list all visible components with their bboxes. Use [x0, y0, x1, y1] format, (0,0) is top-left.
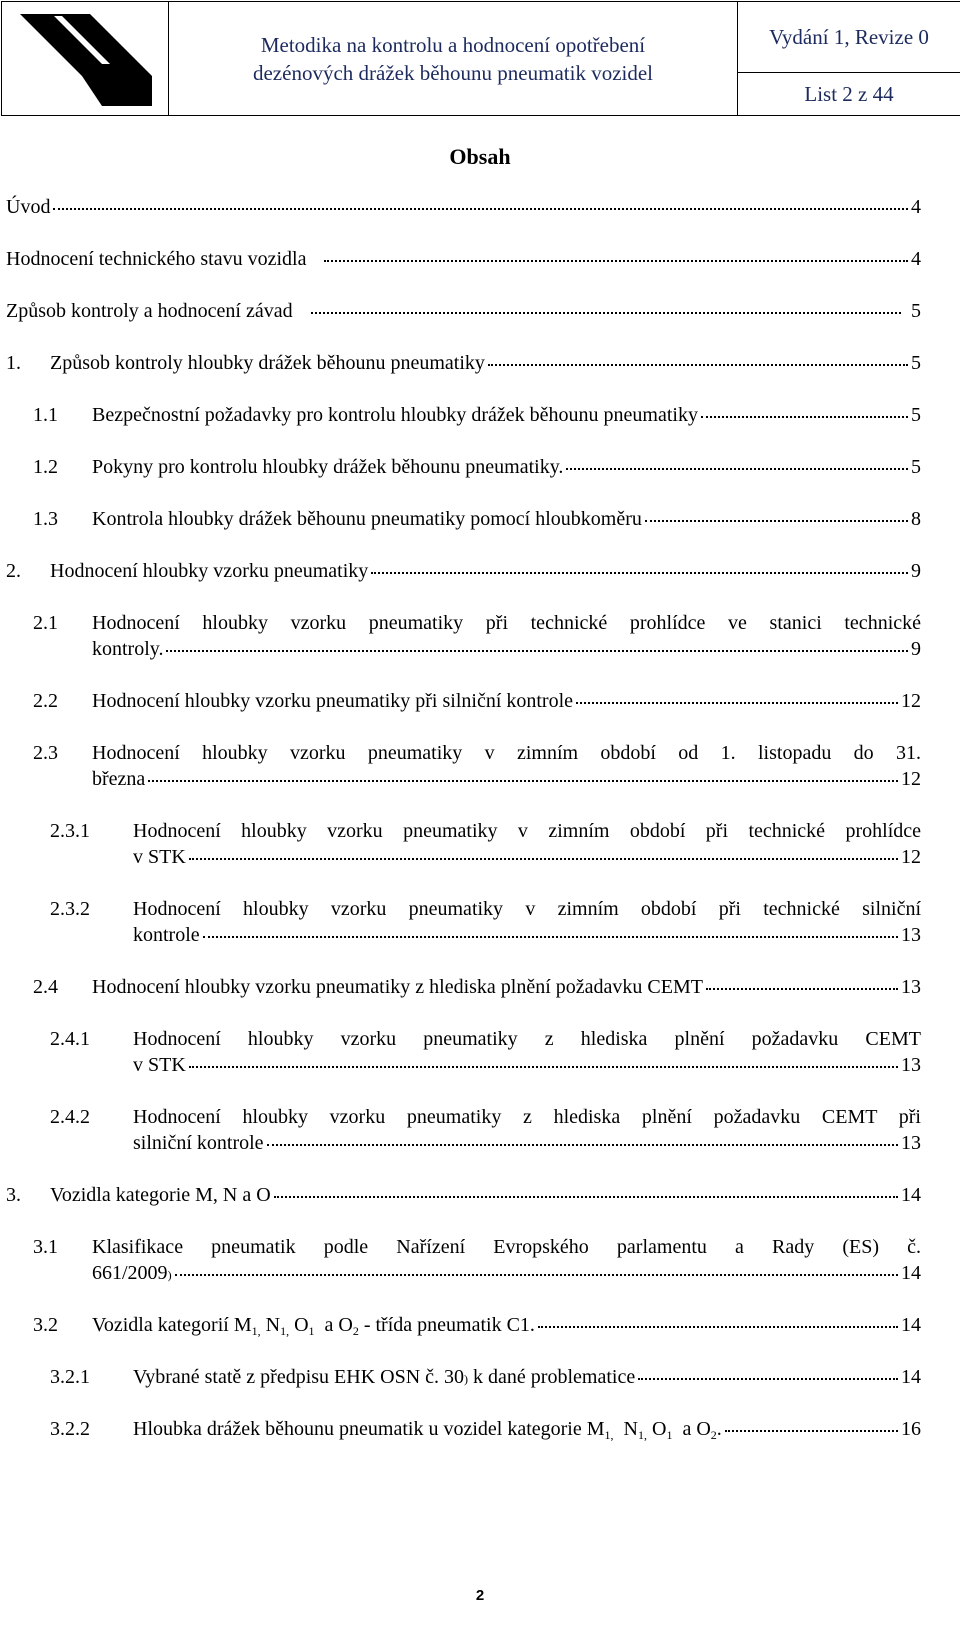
- toc-entry[interactable]: [6, 558, 921, 584]
- toc-entry-page: 12: [901, 846, 921, 868]
- toc-entry-text-line1: Klasifikace pneumatik podle Nařízení Evropského parlamentu a Rady (ES) č.: [92, 1236, 921, 1258]
- subscript: 1,: [280, 1324, 290, 1338]
- leader-dots: [175, 1260, 898, 1276]
- toc-entry-page: 14: [901, 1314, 921, 1336]
- text-part: O: [646, 1418, 667, 1440]
- toc-entry-page: 9: [911, 638, 921, 660]
- toc-entry-page: 12: [901, 690, 921, 712]
- toc-entry[interactable]: [33, 740, 921, 792]
- toc-entry-page: 5: [911, 404, 921, 426]
- toc-entry[interactable]: [6, 246, 921, 272]
- text-part: N: [613, 1418, 638, 1440]
- toc-entry[interactable]: [33, 1312, 921, 1338]
- subscript: 1,: [604, 1428, 614, 1442]
- toc-entry-number: 1.3: [33, 508, 58, 530]
- toc-entry-page: 5: [911, 300, 921, 322]
- leader-dots: [638, 1364, 898, 1380]
- toc-entry[interactable]: [6, 1182, 921, 1208]
- toc-entry[interactable]: [50, 1416, 921, 1442]
- leader-dots: [148, 766, 898, 782]
- leader-dots: [189, 1052, 898, 1068]
- text-part: Hloubka drážek běhounu pneumatik u vozidel kategorie M: [133, 1418, 605, 1440]
- ministry-logo: [2, 4, 166, 114]
- toc-entry-text: kontrole: [133, 924, 200, 946]
- header-title: [169, 2, 738, 116]
- leader-dots: [274, 1182, 898, 1198]
- toc-entry[interactable]: [33, 974, 921, 1000]
- toc-entry[interactable]: [50, 818, 921, 870]
- toc-entry-text: Pokyny pro kontrolu hloubky drážek běhounu pneumatiky.: [92, 456, 564, 478]
- toc-entry-text: Hodnocení hloubky vzorku pneumatiky při silniční kontrole: [92, 690, 574, 712]
- text-part: - třída pneumatik C1.: [358, 1314, 535, 1336]
- toc-entry-page: 16: [901, 1418, 921, 1440]
- toc-entry-page: 8: [911, 508, 921, 530]
- subscript: 1: [308, 1324, 315, 1338]
- text-part: .: [716, 1418, 722, 1440]
- leader-dots: [645, 506, 908, 522]
- toc-entry-text: Vozidla kategorie M, N a O: [50, 1184, 271, 1206]
- leader-dots: [267, 1130, 898, 1146]
- toc-entry-number: 3.2.1: [50, 1366, 90, 1388]
- toc-entry-page: 13: [901, 1054, 921, 1076]
- toc-entry-text: Vybrané statě z předpisu EHK OSN č. 30: [133, 1366, 465, 1388]
- toc-entry-text: silniční kontrole: [133, 1132, 264, 1154]
- toc-entry-text: Způsob kontroly a hodnocení závad: [6, 300, 293, 322]
- toc-entry-number: 3.1: [33, 1236, 58, 1258]
- toc-entry[interactable]: [6, 298, 921, 324]
- text-part: a O: [672, 1418, 711, 1440]
- toc-entry[interactable]: [33, 506, 921, 532]
- toc-entry-number: 3.: [6, 1184, 21, 1206]
- subscript: 1,: [637, 1428, 647, 1442]
- toc-entry-page: 14: [901, 1262, 921, 1284]
- toc-entry-text-line1: Hodnocení hloubky vzorku pneumatiky z hlediska plnění požadavku CEMT: [133, 1028, 921, 1050]
- toc-entry-text-line1: Hodnocení hloubky vzorku pneumatiky v zimním období při technické prohlídce: [133, 820, 921, 842]
- toc-entry-text: [133, 1416, 722, 1442]
- toc-entry[interactable]: [33, 454, 921, 480]
- text-part: N: [260, 1314, 281, 1336]
- logo-cell: [2, 2, 169, 116]
- leader-dots: [53, 194, 908, 210]
- subscript: 2: [710, 1428, 717, 1442]
- toc-entry-page: 4: [911, 196, 921, 218]
- leader-dots: [701, 402, 908, 418]
- subscript: 1,: [251, 1324, 261, 1338]
- toc-entry-number: 3.2: [33, 1314, 58, 1336]
- toc-entry-page: 14: [901, 1366, 921, 1388]
- toc-entry-number: 2.4.1: [50, 1028, 90, 1050]
- toc-entry-page: 9: [911, 560, 921, 582]
- toc-title: Obsah: [449, 144, 511, 169]
- toc-entry-text: Způsob kontroly hloubky drážek běhounu pneumatiky: [50, 352, 485, 374]
- leader-dots: [371, 558, 908, 574]
- leader-dots: [166, 636, 908, 652]
- toc-entry-text: Kontrola hloubky drážek běhounu pneumatiky pomocí hloubkoměru: [92, 508, 642, 530]
- toc-entry-text: Úvod: [6, 196, 51, 218]
- header-title-line1: Metodika na kontrolu a hodnocení opotřebení: [260, 32, 646, 57]
- leader-dots: [189, 844, 898, 860]
- toc-entry-number: 1.1: [33, 404, 58, 426]
- toc-entry[interactable]: 3.2.1 Vybrané statě z předpisu EHK OSN č. 30 ) k dané problematice 14: [50, 1366, 921, 1388]
- leader-dots: [488, 350, 908, 366]
- toc-entry-text: Hodnocení hloubky vzorku pneumatiky: [50, 560, 369, 582]
- toc-entry-page: 13: [901, 924, 921, 946]
- toc-entry-text: března: [92, 768, 146, 790]
- toc-entry-page: 12: [901, 768, 921, 790]
- leader-dots: [706, 974, 898, 990]
- toc-entry[interactable]: [50, 1026, 921, 1078]
- toc-entry-text: [92, 1312, 535, 1338]
- text-part: O: [289, 1314, 309, 1336]
- toc-entry-number: 3.2.2: [50, 1418, 90, 1440]
- page-number: 2: [475, 1587, 485, 1604]
- toc-entry-text-line1: Hodnocení hloubky vzorku pneumatiky v zimním období při technické silniční: [133, 898, 921, 920]
- leader-dots: [538, 1312, 898, 1328]
- header-title-line2: dezénových drážek běhounu pneumatik vozidel: [252, 60, 653, 85]
- toc-entry-text-line1: Hodnocení hloubky vzorku pneumatiky při technické prohlídce ve stanici technické: [92, 612, 921, 634]
- document-header: [1, 1, 960, 116]
- toc-entry-number: 2.1: [33, 612, 58, 634]
- leader-dots: [203, 922, 898, 938]
- leader-dots: [725, 1416, 898, 1432]
- toc-entry-number: 1.: [6, 352, 21, 374]
- toc-entry-text: v STK: [133, 846, 186, 868]
- toc-entry-text: 661/2009: [92, 1262, 168, 1284]
- toc-entry-page: 13: [901, 1132, 921, 1154]
- text-part: a O: [314, 1314, 353, 1336]
- toc-entry-number: 2.3.2: [50, 898, 90, 920]
- leader-dots: [311, 298, 901, 314]
- toc-entry-page: 13: [901, 976, 921, 998]
- leader-dots: [576, 688, 898, 704]
- header-sheet-number: List 2 z 44: [738, 73, 960, 116]
- toc-entry-number: 2.2: [33, 690, 58, 712]
- header-version: Vydání 1, Revize 0: [738, 2, 960, 73]
- toc-entry-text-line1: Hodnocení hloubky vzorku pneumatiky z hlediska plnění požadavku CEMT při: [133, 1106, 921, 1128]
- toc-entry-text: Hodnocení hloubky vzorku pneumatiky z hlediska plnění požadavku CEMT: [92, 976, 703, 998]
- toc-entry-text: kontroly.: [92, 638, 164, 660]
- toc-entry-page: 5: [911, 456, 921, 478]
- subscript: 2: [352, 1324, 359, 1338]
- toc-entry-page: 5: [911, 352, 921, 374]
- leader-dots: [566, 454, 908, 470]
- toc-entry-text-after: k dané problematice: [468, 1366, 636, 1388]
- toc-entry[interactable]: [6, 194, 921, 220]
- toc-entry-number: 2.3.1: [50, 820, 90, 842]
- toc-entry[interactable]: [50, 896, 921, 948]
- toc-entry[interactable]: [6, 350, 921, 376]
- toc-entry-text: v STK: [133, 1054, 186, 1076]
- toc-entry[interactable]: [33, 688, 921, 714]
- toc-entry-number: 2.4: [33, 976, 58, 998]
- toc-entry-page: 14: [901, 1184, 921, 1206]
- toc-entry[interactable]: [33, 610, 921, 662]
- leader-dots: [324, 246, 908, 262]
- toc-entry[interactable]: [50, 1104, 921, 1156]
- toc-entry-number: 1.2: [33, 456, 58, 478]
- toc-entry-text: Bezpečnostní požadavky pro kontrolu hloubky drážek běhounu pneumatiky: [92, 404, 698, 426]
- toc-entry[interactable]: 3.1 Klasifikace pneumatik podle Nařízení Evropského parlamentu a Rady (ES) č. 661/2009 ) 14: [33, 1236, 921, 1284]
- toc-entry-text: Hodnocení technického stavu vozidla: [6, 248, 307, 270]
- toc-entry-number: 2.4.2: [50, 1106, 90, 1128]
- toc-entry-page: 4: [911, 248, 921, 270]
- text-part: Vozidla kategorií M: [92, 1314, 252, 1336]
- toc-entry-number: 2.3: [33, 742, 58, 764]
- toc-entry-number: 2.: [6, 560, 21, 582]
- toc-entry-text-line1: Hodnocení hloubky vzorku pneumatiky v zimním období od 1. listopadu do 31.: [92, 742, 921, 764]
- toc-entry[interactable]: [33, 402, 921, 428]
- subscript: 1: [666, 1428, 673, 1442]
